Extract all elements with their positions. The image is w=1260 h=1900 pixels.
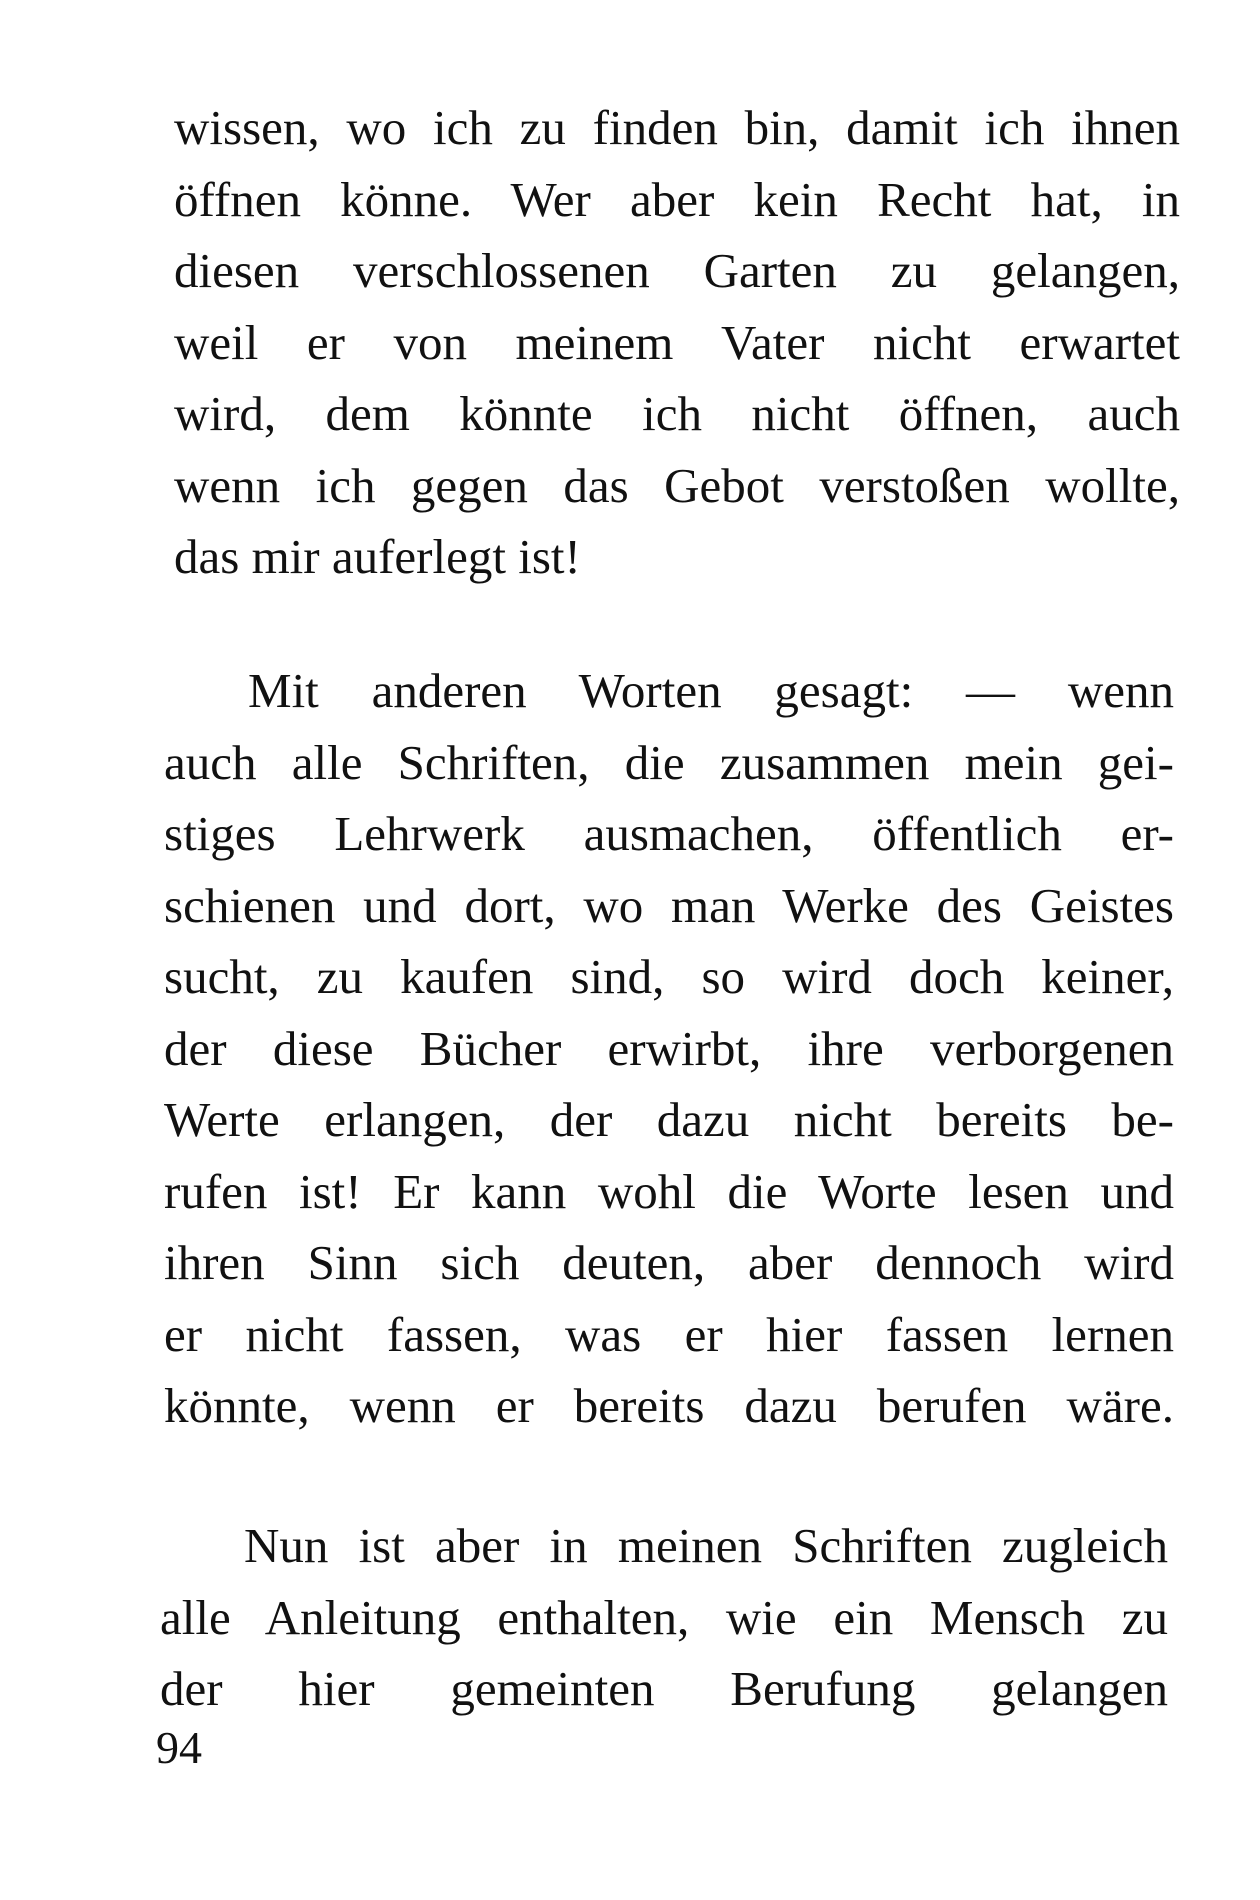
- text-line: Mit anderen Worten gesagt: — wenn: [248, 663, 1174, 718]
- text-line: schienen und dort, wo man Werke des Geistes: [164, 877, 1174, 933]
- paragraph-1: [174, 92, 1180, 593]
- text-line: stiges Lehrwerk ausmachen, öffentlich er-: [164, 806, 1174, 861]
- text-line: Nun ist aber in meinen Schriften zugleich: [244, 1518, 1168, 1573]
- page-number: 94: [156, 1722, 202, 1773]
- text-line: diesen verschlossenen Garten zu gelangen,: [174, 243, 1180, 298]
- text-line: sucht, zu kaufen sind, so wird doch keiner,: [164, 949, 1174, 1004]
- text-line: könnte, wenn er bereits dazu berufen wäre.: [164, 1378, 1174, 1433]
- text-line: der diese Bücher erwirbt, ihre verborgenen: [164, 1020, 1174, 1076]
- text-line: wissen, wo ich zu finden bin, damit ich ihnen: [174, 100, 1180, 155]
- text-line: er nicht fassen, was er hier fassen lernen: [164, 1306, 1174, 1362]
- text-line: rufen ist! Er kann wohl die Worte lesen und: [164, 1163, 1174, 1219]
- text-line: weil er von meinem Vater nicht erwartet: [174, 314, 1180, 370]
- paragraph-3: [160, 1510, 1168, 1725]
- text-line: Werte erlangen, der dazu nicht bereits be-: [164, 1092, 1174, 1147]
- text-line: öffnen könne. Wer aber kein Recht hat, in: [174, 171, 1180, 227]
- text-line: auch alle Schriften, die zusammen mein gei-: [164, 734, 1174, 790]
- text-line: wenn ich gegen das Gebot verstoßen wollte,: [174, 457, 1180, 513]
- text-line: ihren Sinn sich deuten, aber dennoch wird: [164, 1235, 1174, 1290]
- paragraph-2: [164, 655, 1174, 1442]
- text-line: das mir auferlegt ist!: [174, 529, 581, 584]
- text-line: alle Anleitung enthalten, wie ein Mensch zu: [160, 1589, 1168, 1645]
- text-line: der hier gemeinten Berufung gelangen: [160, 1661, 1168, 1716]
- text-line: wird, dem könnte ich nicht öffnen, auch: [174, 386, 1180, 441]
